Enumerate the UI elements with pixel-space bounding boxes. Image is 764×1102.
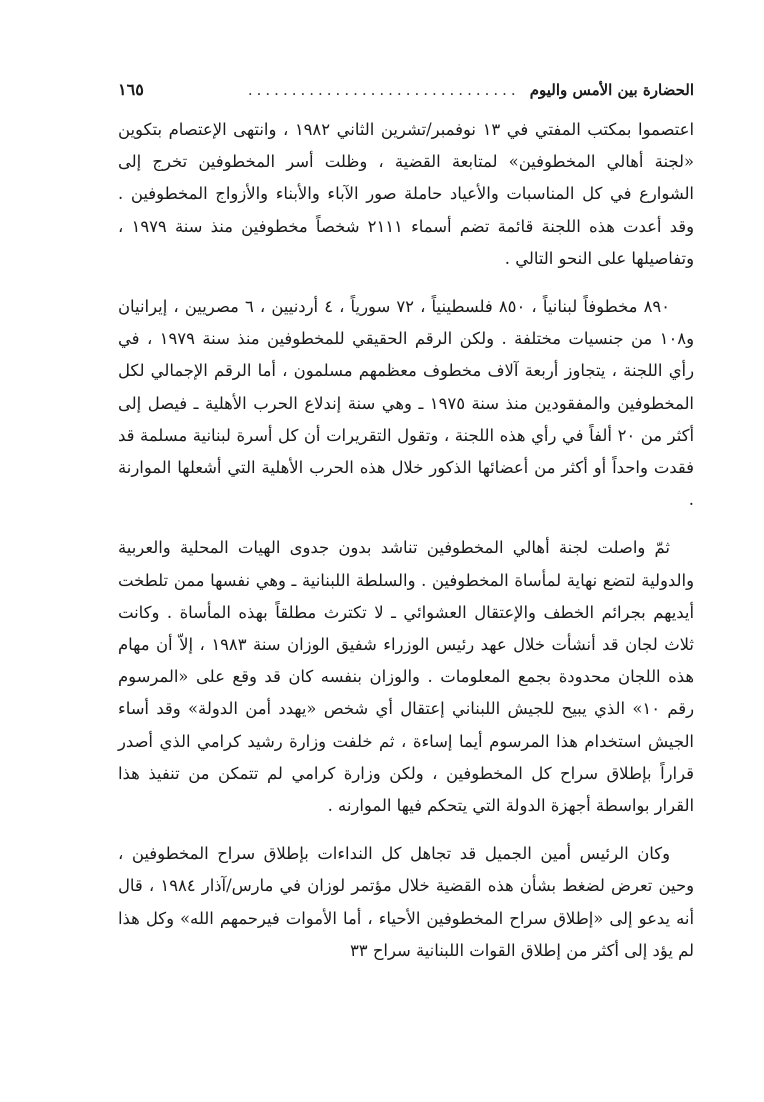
page-number: ١٦٥ xyxy=(118,80,144,99)
dot-leader: ............................... xyxy=(247,81,520,99)
paragraph-2: ٨٩٠ مخطوفاً لبنانياً ، ٨٥٠ فلسطينياً ، ٧٢ سورياً ، ٤ أردنيين ، ٦ مصريين ، إيرانيان و١٠٨ من جنسيات مختلفة . ولكن الرقم الحقيقي للمخطوفين منذ سنة ١٩٧٩ ، في رأي اللجنة ، يتجاوز أربعة آلاف مخطوف معظمهم مسلمون ، أما الرقم الإجمالي لكل المخطوفين والمفقودين منذ سنة ١٩٧٥ ـ وهي سنة إندلاع الحرب الأهلية ـ فيصل إلى أكثر من ٢٠ ألفاً في رأي هذه اللجنة ، وتقول التقريرات أن كل أسرة لبنانية مسلمة قد فقدت واحداً أو أكثر من أعضائها الذكور خلال هذه الحرب الأهلية التي أشعلها الموارنة . xyxy=(118,297,694,510)
running-title: الحضارة بين الأمس واليوم xyxy=(529,81,694,99)
book-page xyxy=(118,80,694,1080)
paragraph-3: ثمّ واصلت لجنة أهالي المخطوفين تناشد بدون جدوى الهيات المحلية والعربية والدولية لتضع نهاية لمأساة المخطوفين . والسلطة اللبنانية ـ وهي نفسها ممن تلطخت أيديهم بجرائم الخطف والإعتقال العشوائي ـ لا تكترث مطلقاً بهذه المأساة . وكانت ثلاث لجان قد أنشأت خلال عهد رئيس الوزراء شفيق الوزان سنة ١٩٨٣ ، إلاّ أن مهام هذه اللجان محدودة بجمع المعلومات . والوزان بنفسه كان قد وقع على «المرسوم رقم ١٠» الذي يبيح للجيش اللبناني إعتقال أي شخص «يهدد أمن الدولة» وقد أساء الجيش استخدام هذا المرسوم أيما إساءة ، ثم خلفت وزارة رشيد كرامي الذي أصدر قراراً بإطلاق سراح كل المخطوفين ، ولكن وزارة كرامي لم تتمكن من تنفيذ هذا القرار بواسطة أجهزة الدولة التي يتحكم فيها الموارنه . xyxy=(118,538,694,816)
running-header xyxy=(118,80,694,114)
paragraph-4: وكان الرئيس أمين الجميل قد تجاهل كل النداءات بإطلاق سراح المخطوفين ، وحين تعرض لضغط بشأن هذه القضية خلال مؤتمر لوزان في مارس/آذار ١٩٨٤ ، قال أنه يدعو إلى «إطلاق سراح المخطوفين الأحياء ، أما الأموات فيرحمهم الله» وكل هذا لم يؤد إلى أكثر من إطلاق القوات اللبنانية سراح ٣٣ xyxy=(118,844,694,960)
paragraph-1: اعتصموا بمكتب المفتي في ١٣ نوفمبر/تشرين الثاني ١٩٨٢ ، وانتهى الإعتصام بتكوين «لجنة أهالي المخطوفين» لمتابعة القضية ، وظلت أسر المخطوفين تخرج إلى الشوارع في كل المناسبات والأعياد حاملة صور الآباء والأبناء والأزواج المخطوفين . وقد أعدت هذه اللجنة قائمة تضم أسماء ٢١١١ شخصاً مخطوفين منذ سنة ١٩٧٩ ، وتفاصيلها على النحو التالي . xyxy=(118,120,694,268)
body-text xyxy=(118,114,694,967)
